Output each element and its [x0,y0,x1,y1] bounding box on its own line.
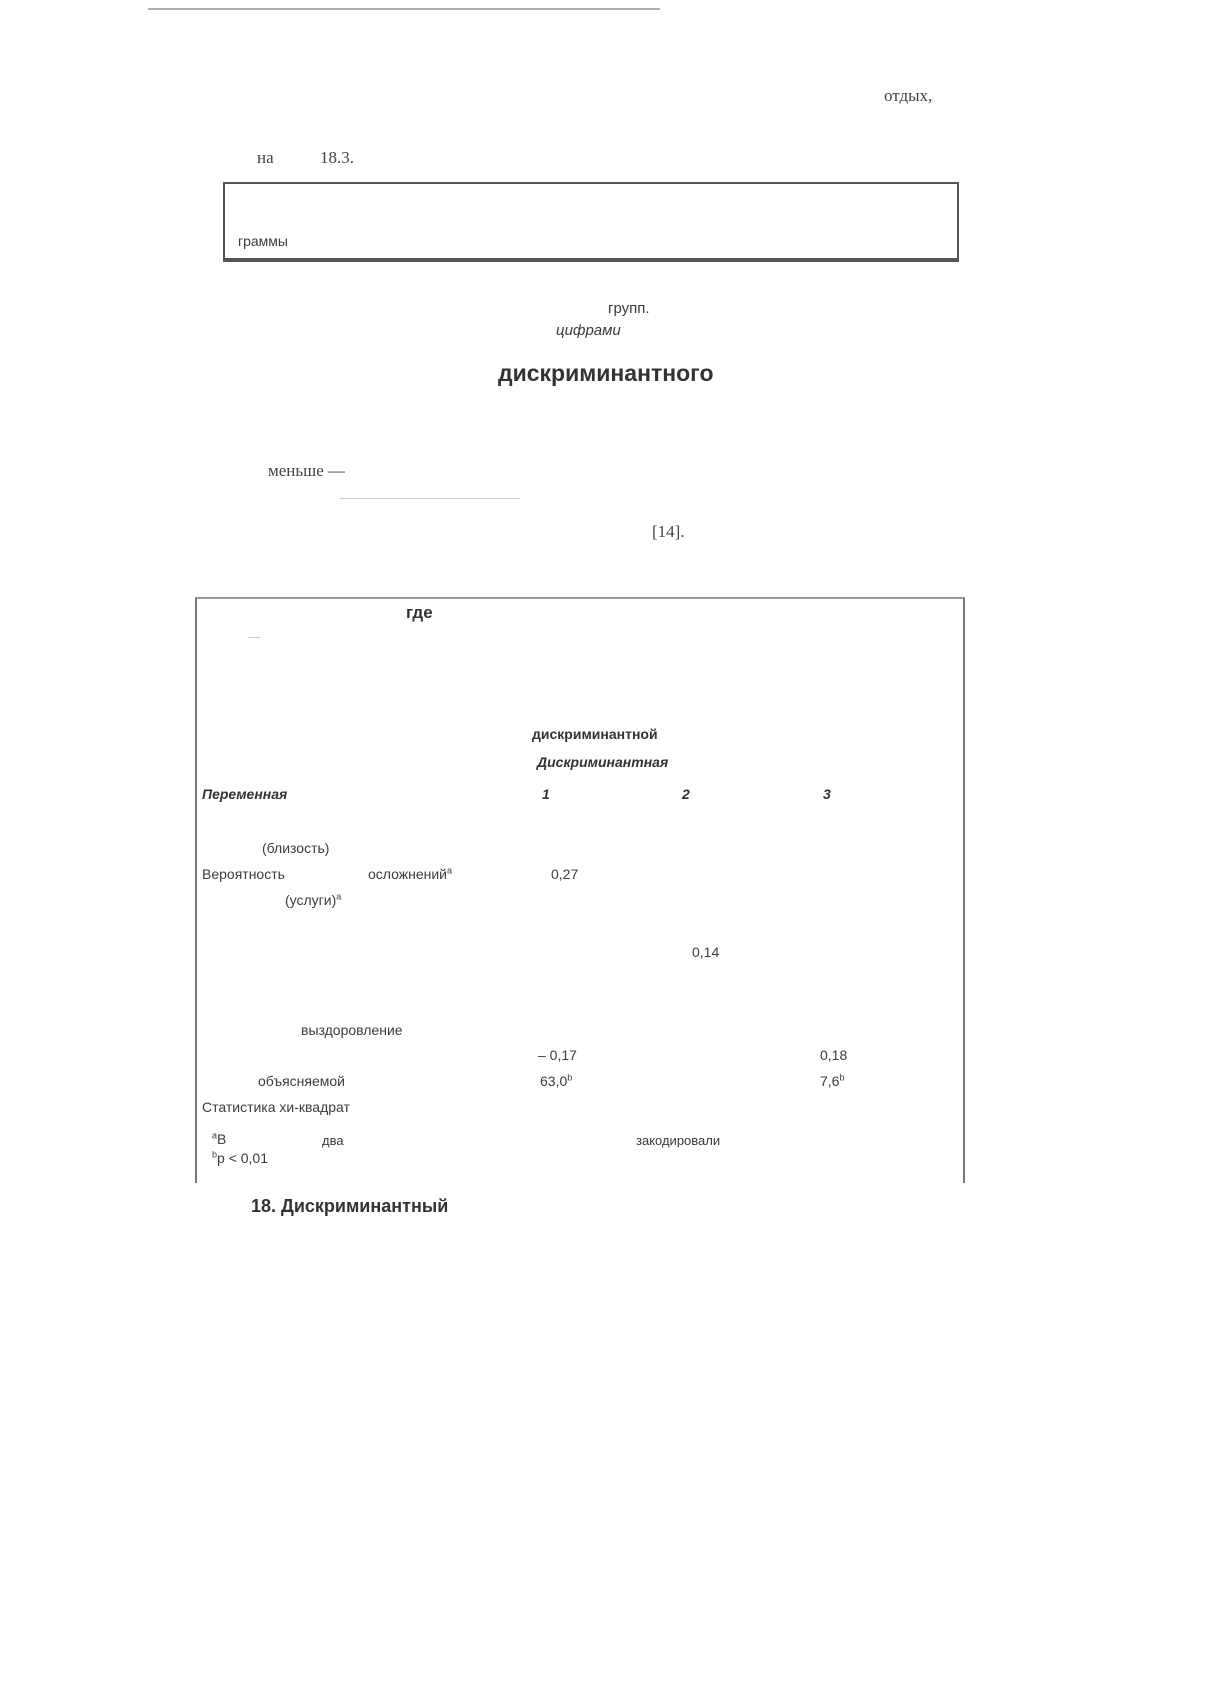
row-label-chi-square: Статистика хи-квадрат [202,1099,350,1115]
column-header-3: 3 [823,786,831,802]
column-header-2: 2 [682,786,690,802]
section-heading: дискриминантного [498,360,714,386]
chapter-footer: 18. Дискриминантный [251,1196,449,1216]
row-label-vyzdorovlenie: выздоровление [301,1022,403,1038]
figure-reference: 18.3. [320,148,354,167]
cell-value: 0,18 [820,1047,848,1063]
citation-reference: [14]. [652,522,685,541]
row-label-veroyatnost: Вероятность [202,866,285,882]
cell-value: 0,14 [692,944,720,960]
faint-dash [248,637,260,638]
text-fragment-na: на [257,148,274,167]
footnote-a: $^a$В [212,1130,227,1147]
row-label-uslugi: (услуги)$^a$ [285,891,342,908]
column-header-variable: Переменная [202,786,288,802]
cell-value: 0,27 [551,866,579,882]
text-fragment-otdyh: отдых, [884,86,933,105]
footnote-text-zakodirovali: закодировали [636,1133,721,1148]
boxed-note [223,182,959,262]
faint-line [340,498,520,499]
table-header-top: дискриминантной [532,726,658,742]
table-header-sub: Дискриминантная [537,754,669,770]
row-label-oslozhneniy: осложнений$^a$ [368,865,453,882]
text-fragment-ciframi: цифрами [556,322,621,339]
text-fragment-menshe: меньше — [268,461,346,480]
boxed-note-text: граммы [238,233,288,249]
footnote-text-dva: два [322,1133,344,1148]
row-label-blizost: (близость) [262,840,330,856]
cell-value: – 0,17 [538,1047,577,1063]
column-header-1: 1 [542,786,550,802]
footnote-b: $^b$p < 0,01 [212,1149,269,1166]
row-label-obyasnyaemoy: объясняемой [258,1073,346,1089]
page-top-rule [148,8,660,10]
cell-value: 7,6$^b$ [820,1072,845,1089]
text-fragment-grupp: групп. [608,300,650,317]
discriminant-table [195,597,965,1183]
cell-value: 63,0$^b$ [540,1072,573,1089]
table-text-gde: где [406,603,433,622]
